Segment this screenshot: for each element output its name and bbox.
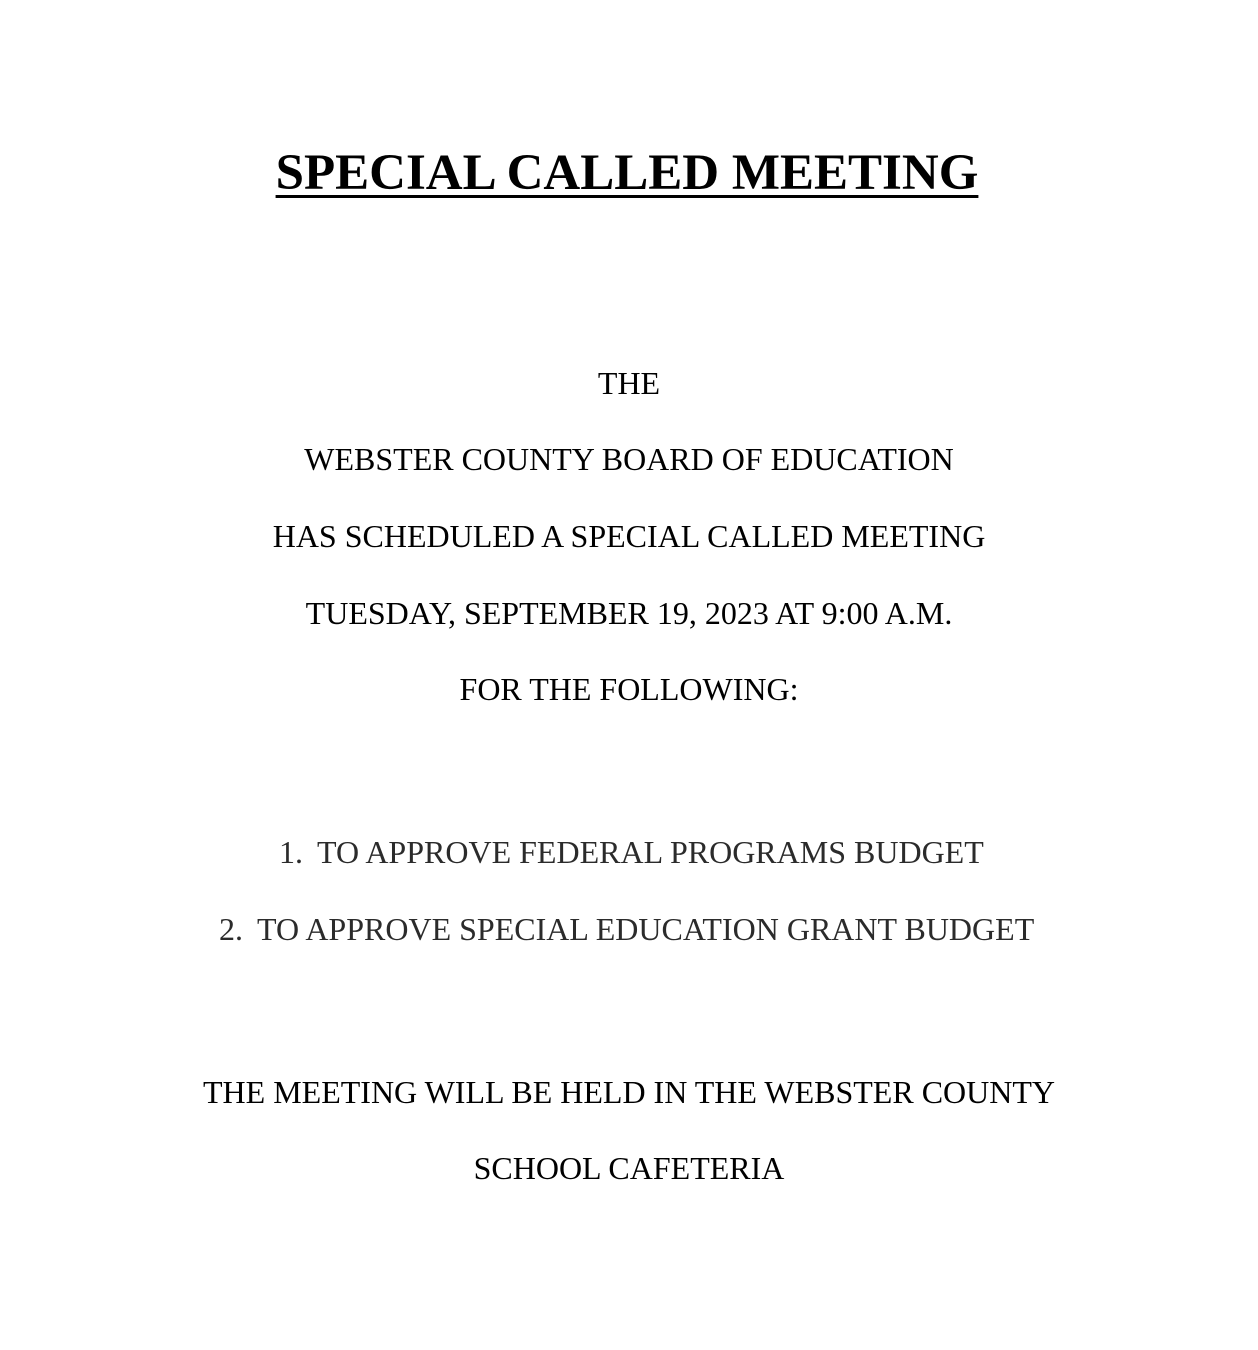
intro-line-scheduled: HAS SCHEDULED A SPECIAL CALLED MEETING <box>272 518 986 554</box>
intro-line-datetime: TUESDAY, SEPTEMBER 19, 2023 AT 9:00 A.M. <box>305 595 953 631</box>
intro-line-following: FOR THE FOLLOWING: <box>459 671 799 707</box>
page-title: SPECIAL CALLED MEETING <box>275 145 979 201</box>
agenda-item-number: 2. <box>219 911 243 947</box>
location-line-1: THE MEETING WILL BE HELD IN THE WEBSTER COUNTY <box>202 1074 1056 1110</box>
location-line-2: SCHOOL CAFETERIA <box>473 1150 785 1186</box>
agenda-item-text: TO APPROVE SPECIAL EDUCATION GRANT BUDGET <box>257 911 1035 947</box>
agenda-item-text: TO APPROVE FEDERAL PROGRAMS BUDGET <box>317 834 984 870</box>
intro-line-board: WEBSTER COUNTY BOARD OF EDUCATION <box>304 441 954 477</box>
agenda-item-2 <box>219 913 1034 945</box>
intro-line-the: THE <box>597 365 661 401</box>
agenda-item-number: 1. <box>279 834 303 870</box>
agenda-item-1 <box>279 836 984 868</box>
